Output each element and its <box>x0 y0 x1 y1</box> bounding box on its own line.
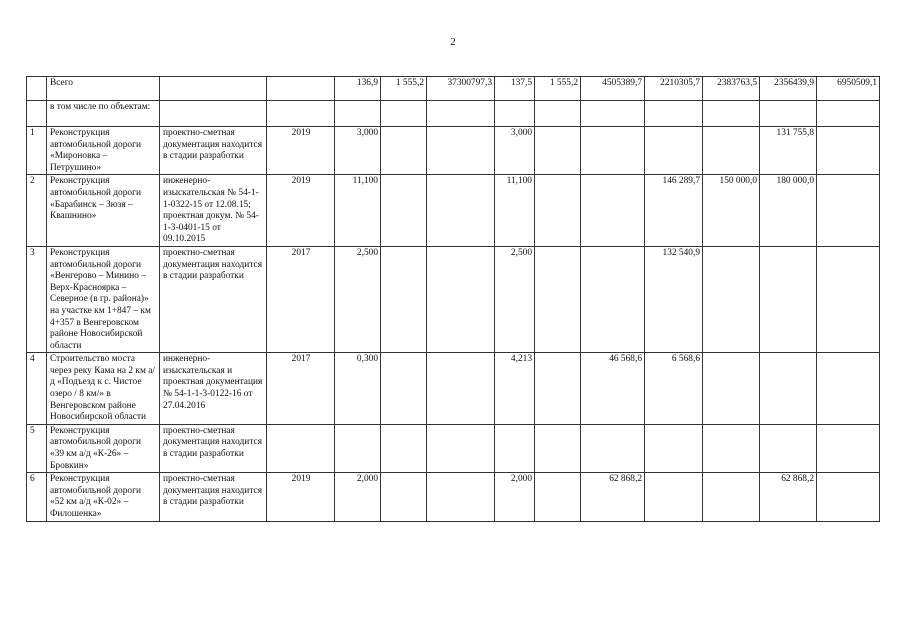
row-capacity: 11,100 <box>335 175 381 247</box>
row-docs: инженерно-изыскательская и проектная документация № 54-1-1-3-0122-16 от 27.04.2016 <box>160 353 267 425</box>
total-value-col12: 2356439,9 <box>760 77 817 101</box>
row-year <box>267 424 335 472</box>
row-col11 <box>703 473 760 521</box>
row-length: 11,100 <box>495 175 535 247</box>
row-docs: инженерно-изыскательская № 54-1-1-0322-15 от 12.08.15; проектная докум. № 54-1-3-0401-15 от 09.10.2015 <box>160 175 267 247</box>
row-docs: проектно-сметная документация находится в стадии разработки <box>160 127 267 175</box>
total-index-cell <box>27 77 47 101</box>
row-col5 <box>381 473 427 521</box>
total-value-col5: 1 555,2 <box>381 77 427 101</box>
row-length: 2,000 <box>495 473 535 521</box>
row-col8 <box>535 175 581 247</box>
row-col10: 6 568,6 <box>645 353 703 425</box>
row-name: Строительство моста через реку Кама на 2 км а/д «Подъезд к с. Чистое озеро / 8 км/» в Венгеровском районе Новосибирской области <box>47 353 160 425</box>
row-col9 <box>581 246 645 352</box>
row-capacity: 0,300 <box>335 353 381 425</box>
row-col6 <box>427 473 495 521</box>
row-year: 2017 <box>267 353 335 425</box>
table-row <box>27 424 880 472</box>
row-capacity: 2,500 <box>335 246 381 352</box>
table-row <box>27 353 880 425</box>
total-value-col8: 1 555,2 <box>535 77 581 101</box>
table-body <box>27 77 880 522</box>
row-col5 <box>381 246 427 352</box>
row-col13 <box>817 353 880 425</box>
row-col9 <box>581 127 645 175</box>
total-value-length: 137,5 <box>495 77 535 101</box>
row-col11 <box>703 246 760 352</box>
row-col10 <box>645 473 703 521</box>
row-col13 <box>817 127 880 175</box>
total-value-col13: 6950509,1 <box>817 77 880 101</box>
row-name: Реконструкция автомобильной дороги «Барабинск – Зюзя – Квашнино» <box>47 175 160 247</box>
row-index: 2 <box>27 175 47 247</box>
total-value-capacity: 136,9 <box>335 77 381 101</box>
row-capacity: 3,000 <box>335 127 381 175</box>
total-row <box>27 77 880 101</box>
row-col13 <box>817 175 880 247</box>
total-value-col10: 2210305,7 <box>645 77 703 101</box>
row-col8 <box>535 127 581 175</box>
table-row <box>27 473 880 521</box>
row-docs: проектно-сметная документация находится в стадии разработки <box>160 424 267 472</box>
row-length: 4,213 <box>495 353 535 425</box>
row-name: Реконструкция автомобильной дороги «39 км а/д «К-26» – Бровкин» <box>47 424 160 472</box>
row-col12: 62 868,2 <box>760 473 817 521</box>
row-col12: 180 000,0 <box>760 175 817 247</box>
row-col5 <box>381 353 427 425</box>
row-capacity <box>335 424 381 472</box>
objects-table <box>26 76 880 522</box>
row-col5 <box>381 424 427 472</box>
row-col11 <box>703 127 760 175</box>
row-col10: 132 540,9 <box>645 246 703 352</box>
row-col10 <box>645 127 703 175</box>
row-name: Реконструкция автомобильной дороги «Венгерово – Минино – Верх-Красноярка – Северное (в гр. района)» на участке км 1+847 – км 4+357 в Венгеровском районе Новосибирской области <box>47 246 160 352</box>
row-capacity: 2,000 <box>335 473 381 521</box>
row-length <box>495 424 535 472</box>
row-col10 <box>645 424 703 472</box>
row-docs: проектно-сметная документация находится в стадии разработки <box>160 246 267 352</box>
row-col11: 150 000,0 <box>703 175 760 247</box>
row-col11 <box>703 353 760 425</box>
row-year: 2019 <box>267 175 335 247</box>
row-year: 2017 <box>267 246 335 352</box>
total-value-col9: 4505389,7 <box>581 77 645 101</box>
row-col5 <box>381 175 427 247</box>
row-col8 <box>535 473 581 521</box>
row-name: Реконструкция автомобильной дороги «Мироновка – Петрушино» <box>47 127 160 175</box>
total-value-col6: 37300797,3 <box>427 77 495 101</box>
row-col13 <box>817 473 880 521</box>
row-col12 <box>760 246 817 352</box>
row-index: 6 <box>27 473 47 521</box>
table-row <box>27 175 880 247</box>
row-col6 <box>427 246 495 352</box>
row-col11 <box>703 424 760 472</box>
subheader-row <box>27 101 880 127</box>
row-index: 1 <box>27 127 47 175</box>
row-length: 3,000 <box>495 127 535 175</box>
row-index: 4 <box>27 353 47 425</box>
row-col12 <box>760 424 817 472</box>
row-col12 <box>760 353 817 425</box>
row-col8 <box>535 353 581 425</box>
row-index: 5 <box>27 424 47 472</box>
row-year: 2019 <box>267 473 335 521</box>
row-col8 <box>535 424 581 472</box>
subheader-index-cell <box>27 101 47 127</box>
row-col6 <box>427 353 495 425</box>
row-col13 <box>817 424 880 472</box>
row-index: 3 <box>27 246 47 352</box>
total-year-cell <box>267 77 335 101</box>
row-col12: 131 755,8 <box>760 127 817 175</box>
total-label: Всего <box>47 77 160 101</box>
row-col9: 62 868,2 <box>581 473 645 521</box>
row-col9 <box>581 424 645 472</box>
row-col10: 146 289,7 <box>645 175 703 247</box>
row-col6 <box>427 127 495 175</box>
subheader-label: в том числе по объектам: <box>47 101 160 127</box>
row-col6 <box>427 424 495 472</box>
total-value-col11: 2383763,5 <box>703 77 760 101</box>
row-col8 <box>535 246 581 352</box>
row-year: 2019 <box>267 127 335 175</box>
total-docs-cell <box>160 77 267 101</box>
row-col9: 46 568,6 <box>581 353 645 425</box>
table-row <box>27 127 880 175</box>
row-col6 <box>427 175 495 247</box>
table-row <box>27 246 880 352</box>
row-name: Реконструкция автомобильной дороги «52 км а/д «К-02» – Филошенка» <box>47 473 160 521</box>
row-length: 2,500 <box>495 246 535 352</box>
row-col5 <box>381 127 427 175</box>
row-col9 <box>581 175 645 247</box>
row-col13 <box>817 246 880 352</box>
page-number: 2 <box>450 36 456 48</box>
row-docs: проектно-сметная документация находится в стадии разработки <box>160 473 267 521</box>
